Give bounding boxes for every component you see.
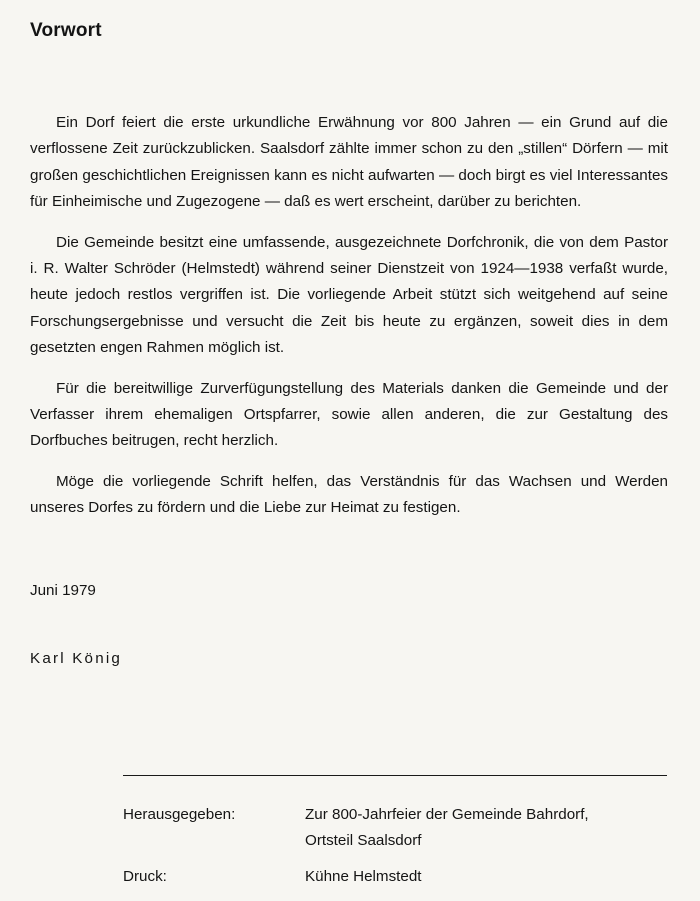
- publisher-label: Herausgegeben:: [123, 806, 236, 823]
- paragraph-3: Für die bereitwillige Zurverfügungstellung des Materials danken die Gemeinde und der Verfasser ihrem ehemaligen Ortspfarrer, sowie allen anderen, die zur Gestaltung des Dorfbuches beitrugen, recht herzlich.: [30, 379, 668, 450]
- print-value: Kühne Helmstedt: [305, 868, 422, 885]
- foreword-body: [30, 110, 668, 536]
- print-label: Druck:: [123, 868, 167, 885]
- paragraph-1: Ein Dorf feiert die erste urkundliche Erwähnung vor 800 Jahren — ein Grund auf die verflossene Zeit zurückzublicken. Saalsdorf zählte immer schon zu den „stillen“ Dörfern — mit großen geschichtlichen Ereignissen kann es nicht aufwarten — doch birgt es viel Interessantes für Einheimische und Zugezogene — daß es wert erscheint, darüber zu berichten.: [30, 114, 668, 211]
- divider-rule: [123, 775, 667, 776]
- imprint-print: [123, 864, 668, 892]
- paragraph-4: Möge die vorliegende Schrift helfen, das Verständnis für das Wachsen und Werden unseres Dorfes zu fördern und die Liebe zur Heimat zu festigen.: [30, 472, 668, 517]
- publisher-value: [305, 802, 668, 855]
- publisher-value-line-1: Zur 800-Jahrfeier der Gemeinde Bahrdorf,: [305, 806, 589, 823]
- date-line: Juni 1979: [30, 582, 96, 599]
- paragraph-2: Die Gemeinde besitzt eine umfassende, ausgezeichnete Dorfchronik, die von dem Pastor i. R. Walter Schröder (Helmstedt) während seiner Dienstzeit von 1924—1938 verfaßt wurde, heute jedoch restlos vergriffen ist. Die vorliegende Arbeit stützt sich weitgehend auf seine Forschungsergebnisse und versucht die Zeit bis heute zu ergänzen, soweit dies in dem gesetzten engen Rahmen möglich ist.: [30, 233, 668, 357]
- imprint-publisher: [123, 802, 668, 856]
- page-title: Vorwort: [30, 20, 102, 41]
- author-signature: Karl König: [30, 650, 123, 667]
- publisher-value-line-2: Ortsteil Saalsdorf: [305, 832, 422, 850]
